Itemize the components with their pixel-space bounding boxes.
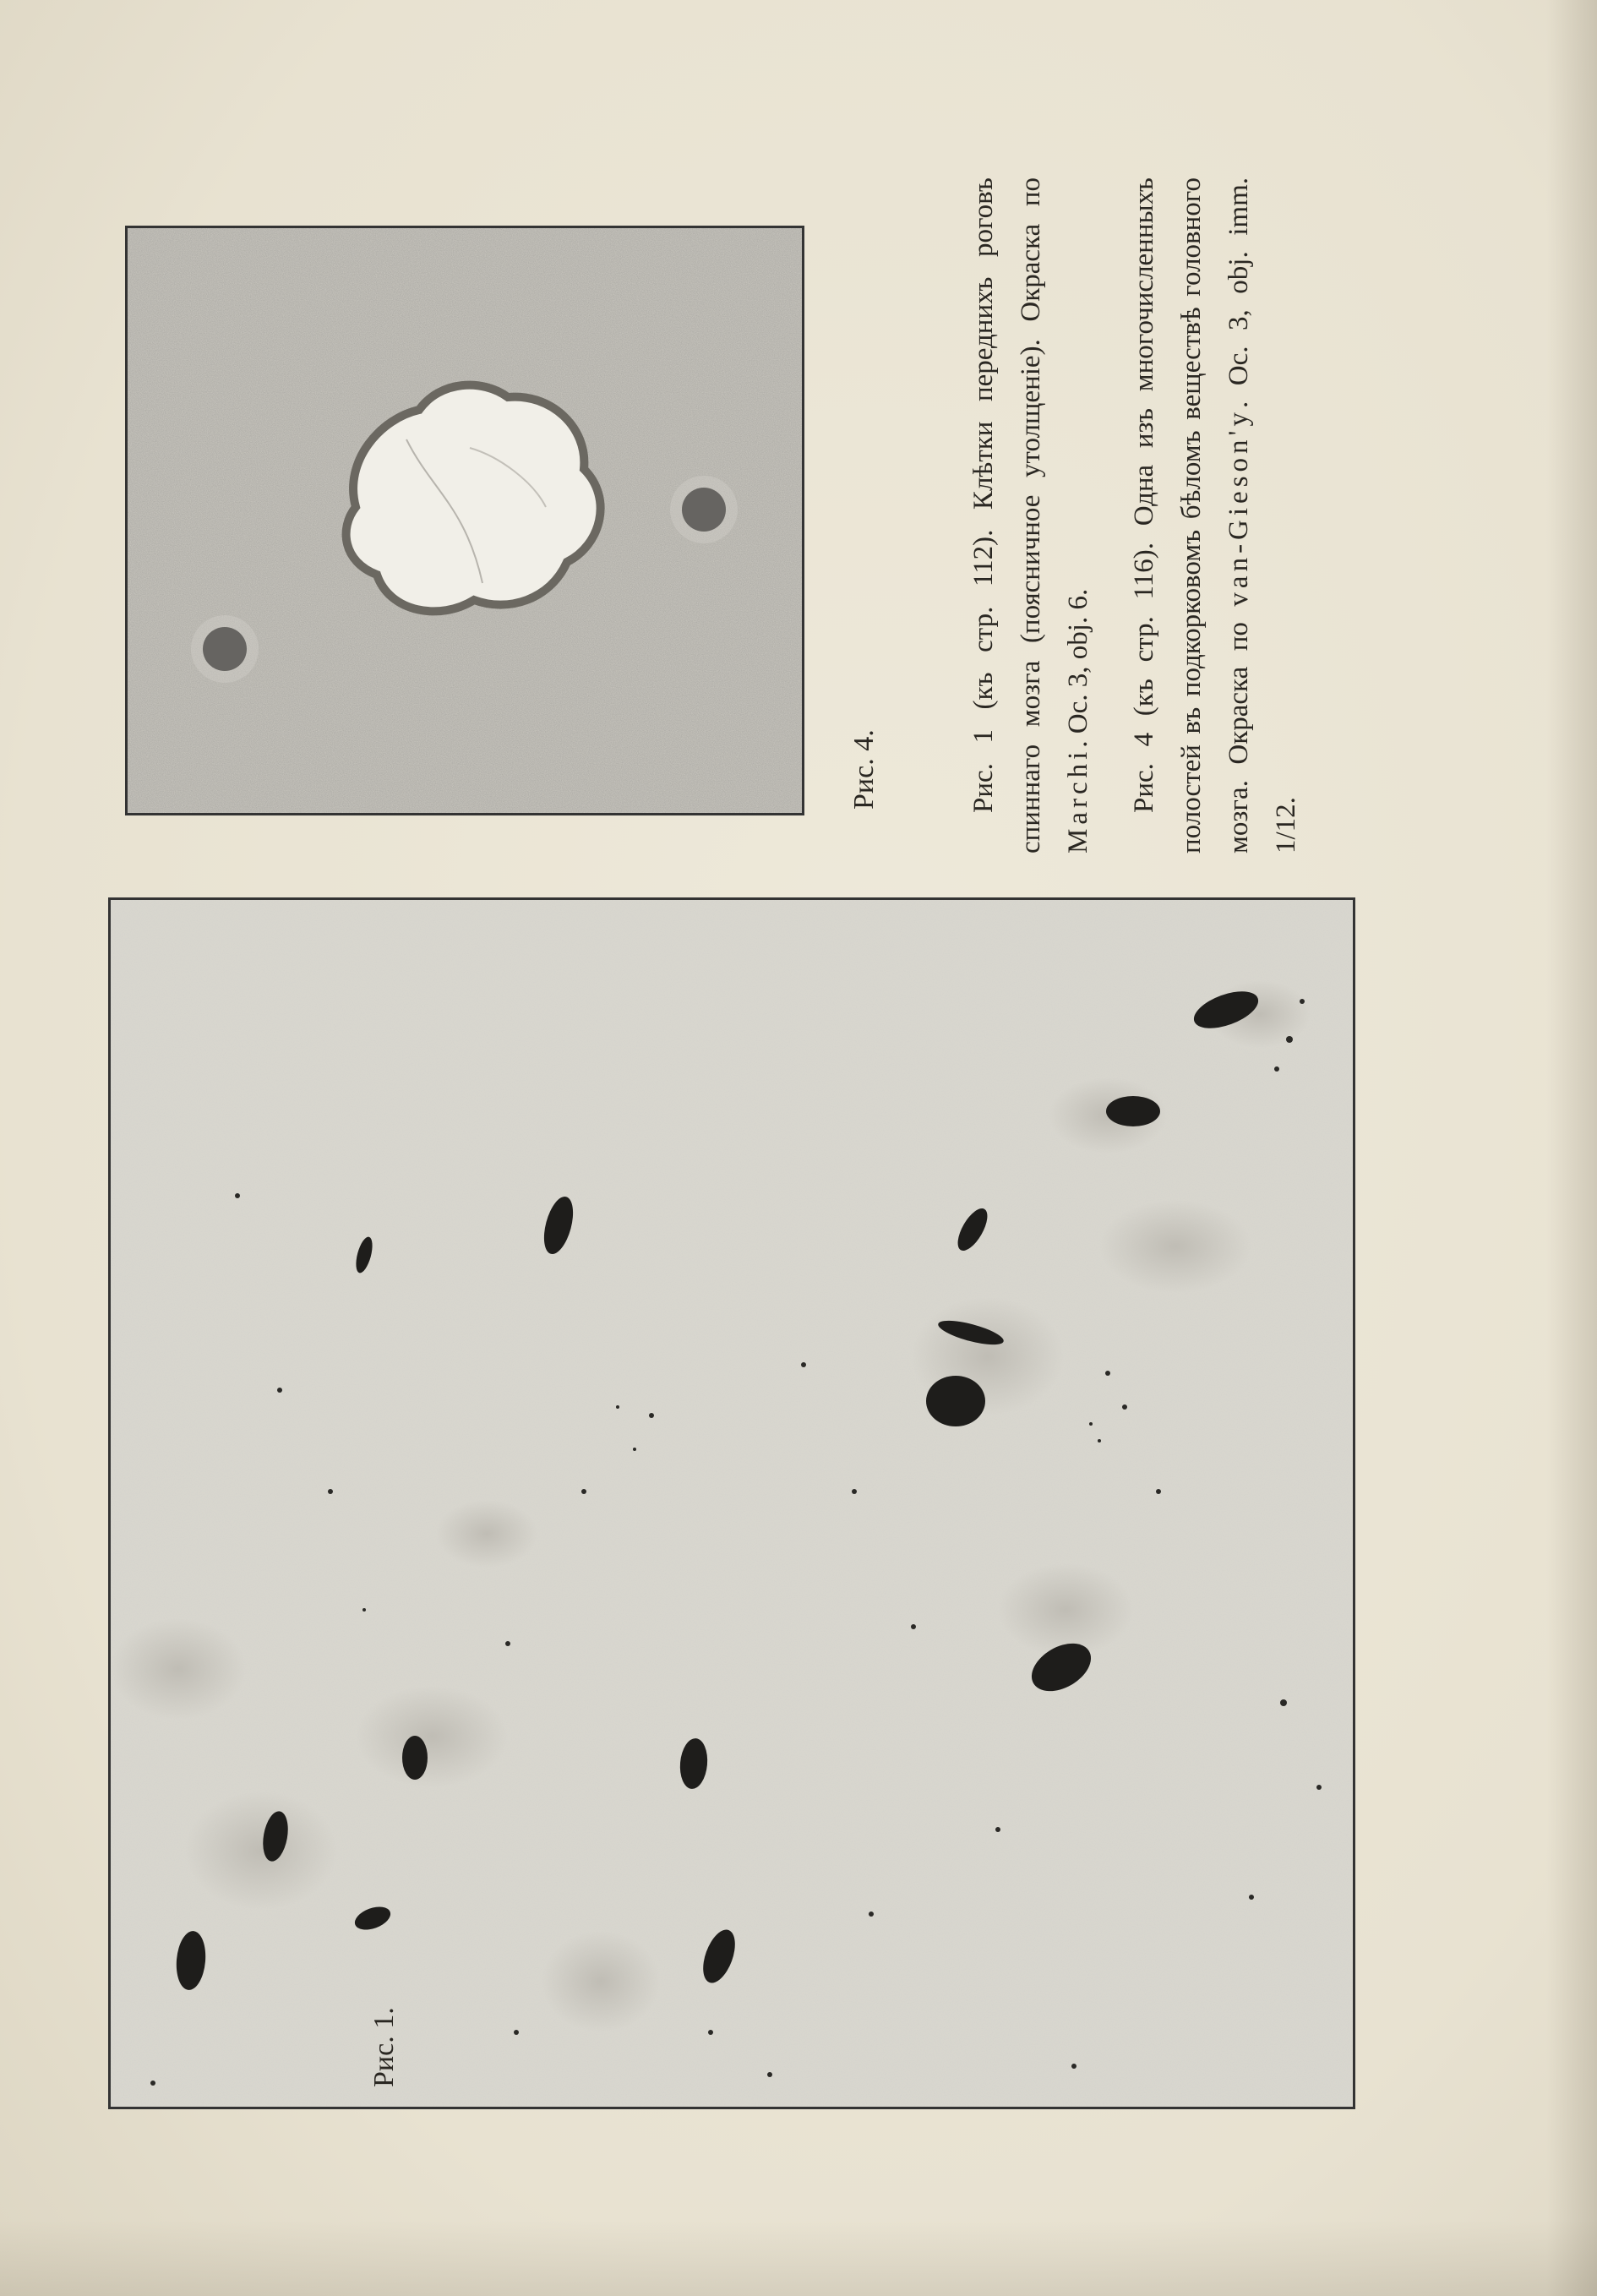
caption-fig4-magnification: . Oc. 3, obj. imm. 1/12. [1224, 177, 1301, 854]
figure-captions [960, 177, 1328, 854]
page-bottom-shade [0, 2220, 1597, 2296]
caption-fig1-magnification: . Oc. 3, obj. 6. [1063, 588, 1093, 748]
caption-fig4-stain-name: van-Gieson'y [1224, 408, 1254, 607]
micrograph-4-drawing [128, 228, 802, 813]
micrograph-1-drawing [111, 900, 1353, 2107]
caption-fig1 [960, 177, 1102, 854]
figure-1-micrograph [108, 897, 1355, 2109]
caption-fig1-text: Рис. 1 (къ стр. 112). Клѣтки переднихъ роговъ спиннаго мозга (поясничное утолщеніе). Окраска по [968, 177, 1046, 854]
caption-fig4-text: Рис. 4 (къ стр. 116). Одна изъ многочисленныхъ полостей въ подкорковомъ бѣломъ веществѣ головного мозга. Окраска по [1129, 177, 1254, 854]
figure-1-label: Рис. 1. [368, 2007, 400, 2087]
figure-4-micrograph [125, 226, 804, 815]
caption-fig1-stain-name: Marchi [1063, 747, 1093, 854]
figure-4-label: Рис. 4. [848, 729, 880, 810]
caption-fig4 [1120, 177, 1310, 854]
page-edge-shadow [1546, 0, 1597, 2296]
